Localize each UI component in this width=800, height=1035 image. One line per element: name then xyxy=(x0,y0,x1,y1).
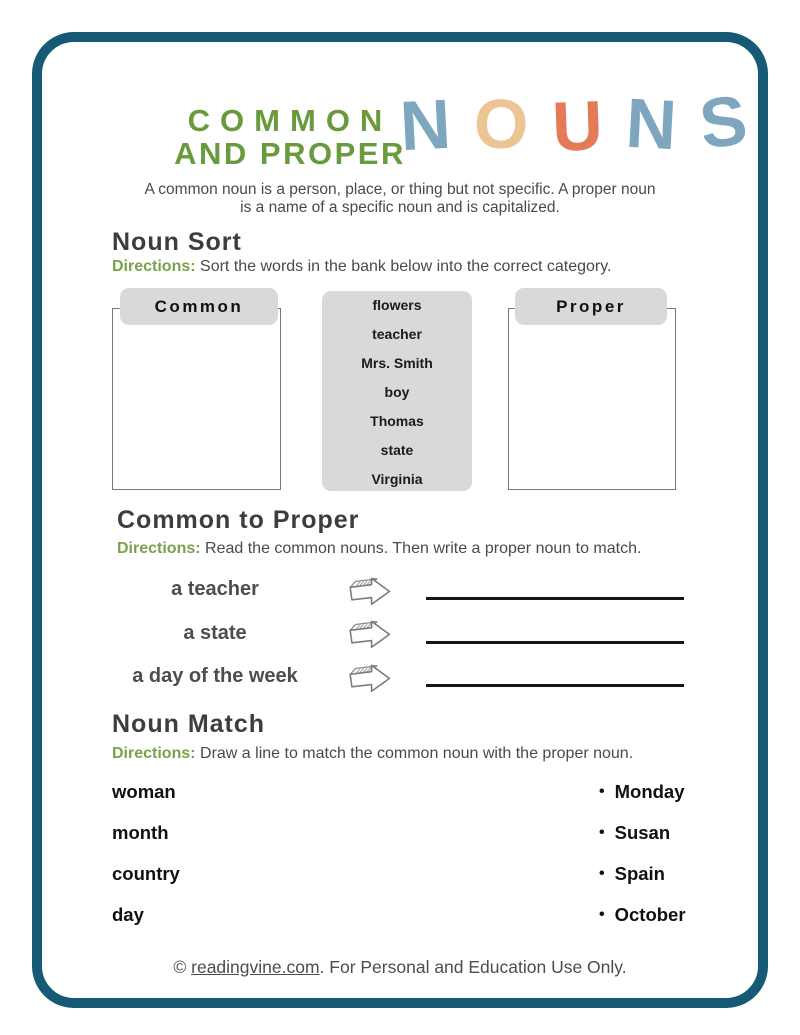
description-line-1: A common noun is a person, place, or thing but not specific. A proper noun xyxy=(144,181,656,198)
proper-noun-label: Spain xyxy=(614,862,665,884)
directions-label: Directions: xyxy=(112,258,196,275)
common-noun-item: country xyxy=(112,862,180,884)
description-line-2: is a name of a specific noun and is capitalized. xyxy=(240,198,560,216)
common-category-box xyxy=(112,308,281,490)
footer-copyright xyxy=(0,957,800,978)
prompt-row xyxy=(100,612,700,656)
noun-match-heading: Noun Match xyxy=(112,710,266,738)
worksheet-title-nouns xyxy=(398,80,752,166)
title-letter: U xyxy=(550,86,604,166)
word-bank-item: Virginia xyxy=(371,471,423,487)
word-bank xyxy=(322,291,472,491)
bullet-icon: • xyxy=(599,782,605,800)
common-noun-item: day xyxy=(112,903,144,925)
common-to-proper-rows xyxy=(100,568,700,699)
proper-noun-label: October xyxy=(614,903,686,925)
right-arrow-icon xyxy=(343,570,393,610)
common-to-proper-heading: Common to Proper xyxy=(117,506,360,534)
bullet-icon: • xyxy=(599,864,605,882)
bullet-icon: • xyxy=(599,823,605,841)
title-letter: S xyxy=(695,80,752,164)
proper-noun-item xyxy=(599,771,686,812)
proper-noun-label: Susan xyxy=(614,821,671,843)
prompt-label: a teacher xyxy=(171,578,259,601)
noun-match-directions xyxy=(112,745,633,763)
title-letter: O xyxy=(472,84,530,164)
answer-line xyxy=(426,684,684,687)
directions-text: Read the common nouns. Then write a proper noun to match. xyxy=(200,540,642,557)
title-line-and-proper: AND PROPER xyxy=(174,136,406,171)
readingvine-link[interactable]: readingvine.com xyxy=(191,957,320,977)
title-line-common: COMMON xyxy=(187,103,393,138)
directions-text: Sort the words in the bank below into the correct category. xyxy=(195,258,612,275)
common-noun-column xyxy=(112,771,180,935)
prompt-row xyxy=(100,655,700,699)
copyright-symbol: © xyxy=(173,957,192,977)
proper-noun-item xyxy=(599,812,686,853)
proper-noun-label: Monday xyxy=(614,780,685,802)
common-noun-item: woman xyxy=(112,780,176,802)
common-noun-item: month xyxy=(112,821,169,843)
prompt-label: a day of the week xyxy=(132,665,298,688)
directions-label: Directions: xyxy=(112,745,196,762)
bullet-icon: • xyxy=(599,905,605,923)
directions-text: Draw a line to match the common noun with the proper noun. xyxy=(195,745,634,762)
word-bank-item: teacher xyxy=(372,326,422,342)
answer-line xyxy=(426,597,684,600)
footer-usage-text: . For Personal and Education Use Only. xyxy=(319,957,627,977)
noun-sort-directions xyxy=(112,258,612,276)
word-bank-item: Mrs. Smith xyxy=(361,355,433,371)
proper-noun-item xyxy=(599,894,686,935)
word-bank-item: state xyxy=(380,442,414,458)
title-letter: N xyxy=(398,84,453,166)
proper-noun-item xyxy=(599,853,686,894)
prompt-label: a state xyxy=(183,621,247,644)
answer-line xyxy=(426,641,684,644)
common-to-proper-directions xyxy=(117,540,641,558)
directions-label: Directions: xyxy=(117,540,201,557)
worksheet-description xyxy=(60,181,740,216)
proper-category-box xyxy=(508,308,676,490)
right-arrow-icon xyxy=(343,613,393,653)
title-letter: N xyxy=(623,83,679,165)
prompt-row xyxy=(100,568,700,612)
right-arrow-icon xyxy=(343,657,393,697)
proper-noun-column xyxy=(599,771,686,935)
word-bank-item: Thomas xyxy=(370,413,424,429)
proper-category-label: Proper xyxy=(515,288,667,325)
word-bank-item: boy xyxy=(384,384,410,400)
noun-sort-heading: Noun Sort xyxy=(112,228,242,256)
common-category-label: Common xyxy=(120,288,278,325)
word-bank-item: flowers xyxy=(372,297,422,313)
